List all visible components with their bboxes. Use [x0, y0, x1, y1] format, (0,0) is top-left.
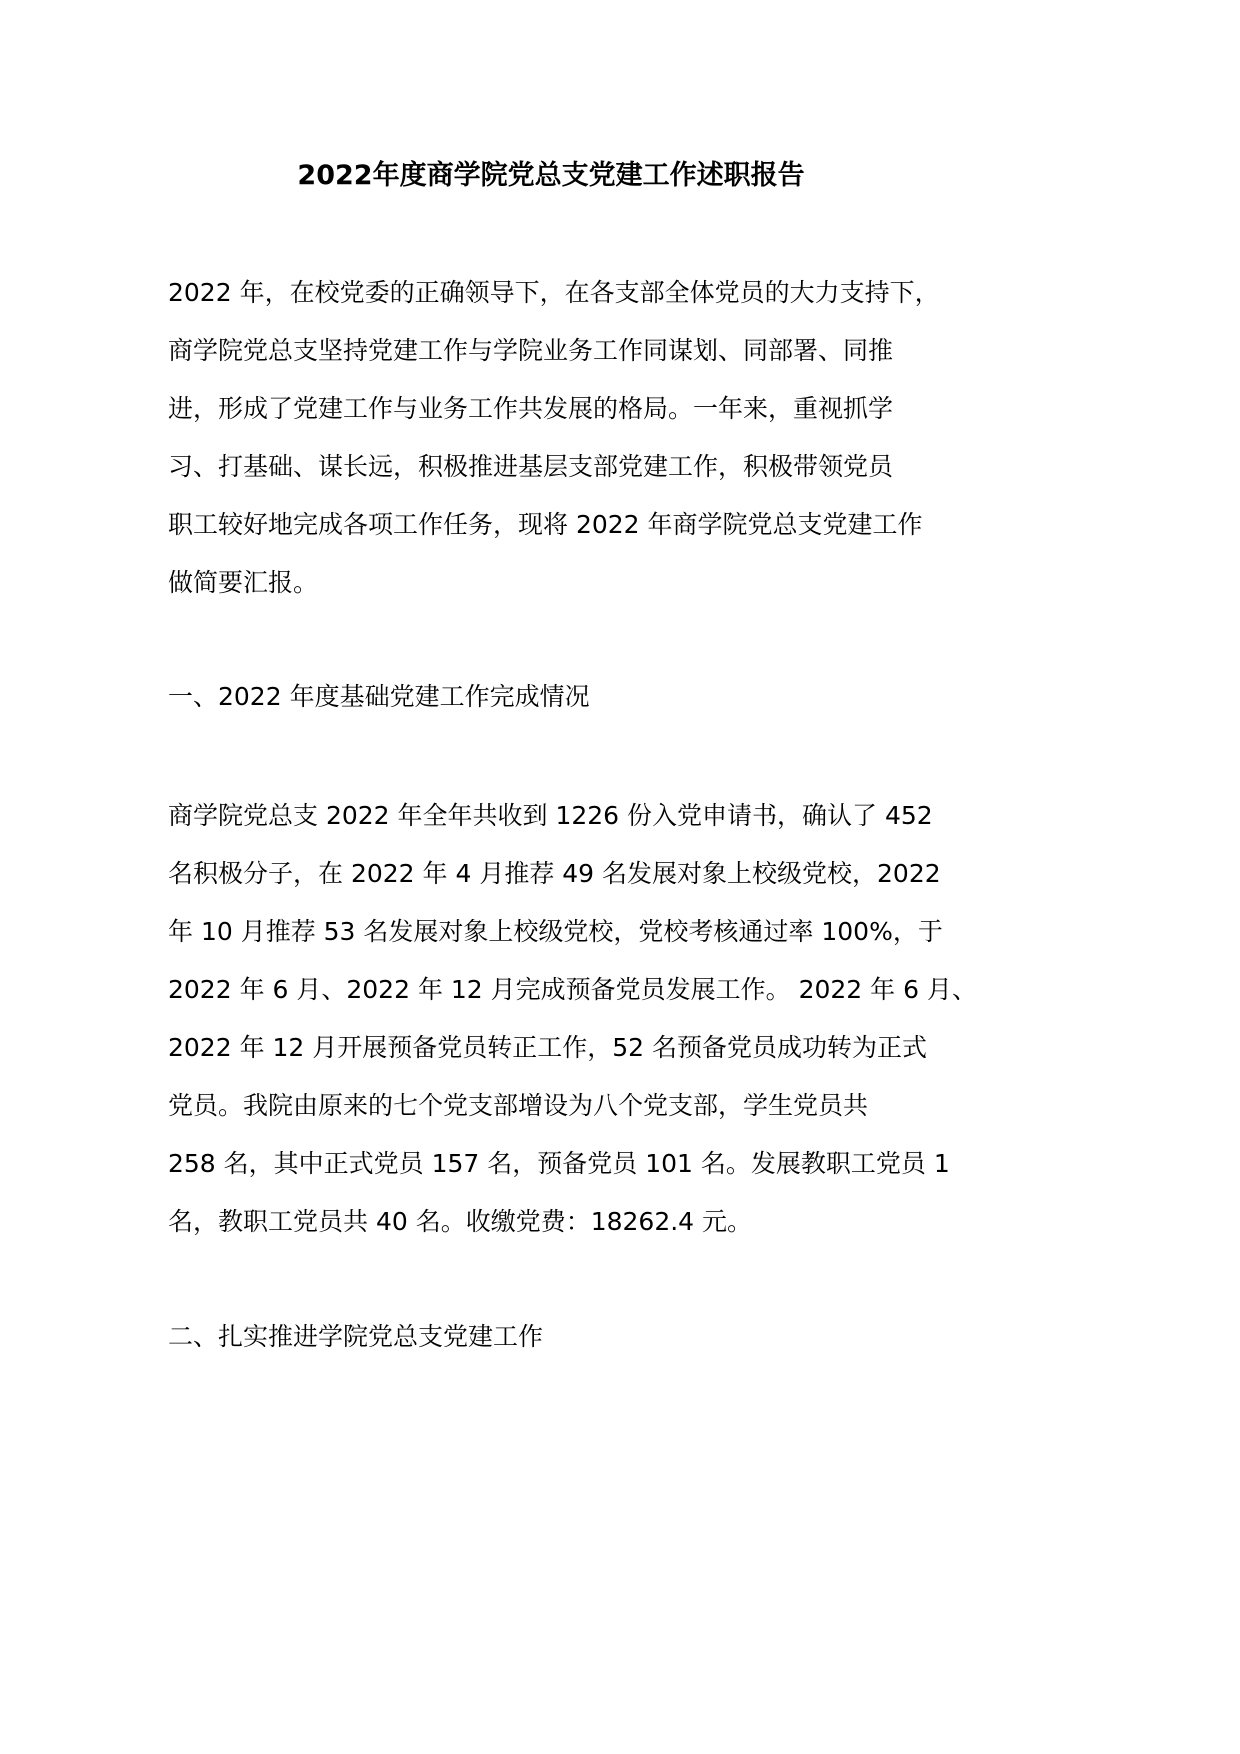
text-line: 职工较好地完成各项工作任务，现将 2022 年商学院党总支党建工作: [168, 510, 923, 539]
text-line: 258 名，其中正式党员 157 名，预备党员 101 名。发展教职工党员 1: [168, 1149, 950, 1178]
section-heading-text: 一、2022 年度基础党建工作完成情况: [168, 682, 590, 711]
text-line: 做简要汇报。: [168, 568, 319, 597]
section-heading-text: 二、扎实推进学院党总支党建工作: [168, 1322, 544, 1351]
section-2-heading: [168, 1308, 948, 1366]
text-line: 商学院党总支 2022 年全年共收到 1226 份入党申请书，确认了 452: [168, 801, 933, 830]
text-line: 党员。我院由原来的七个党支部增设为八个党支部，学生党员共: [168, 1091, 869, 1120]
section-1-paragraph: [168, 787, 977, 1251]
text-line: 2022 年 6 月、2022 年 12 月完成预备党员发展工作。 2022 年 6 月、: [168, 975, 977, 1004]
text-line: 名积极分子，在 2022 年 4 月推荐 49 名发展对象上校级党校，2022: [168, 859, 941, 888]
text-line: 年 10 月推荐 53 名发展对象上校级党校，党校考核通过率 100%，于: [168, 917, 943, 946]
text-line: 进，形成了党建工作与业务工作共发展的格局。一年来，重视抓学: [168, 394, 894, 423]
text-line: 2022 年，在校党委的正确领导下，在各支部全体党员的大力支持下，: [168, 278, 940, 307]
document-title: 2022年度商学院党总支党建工作述职报告: [297, 160, 805, 191]
text-line: 名，教职工党员共 40 名。收缴党费：18262.4 元。: [168, 1207, 753, 1236]
intro-paragraph: [168, 264, 948, 612]
text-line: 2022 年 12 月开展预备党员转正工作，52 名预备党员成功转为正式: [168, 1033, 928, 1062]
text-line: 商学院党总支坚持党建工作与学院业务工作同谋划、同部署、同推: [168, 336, 894, 365]
text-line: 习、打基础、谋长远，积极推进基层支部党建工作，积极带领党员: [168, 452, 894, 481]
section-1-heading: [168, 668, 948, 726]
